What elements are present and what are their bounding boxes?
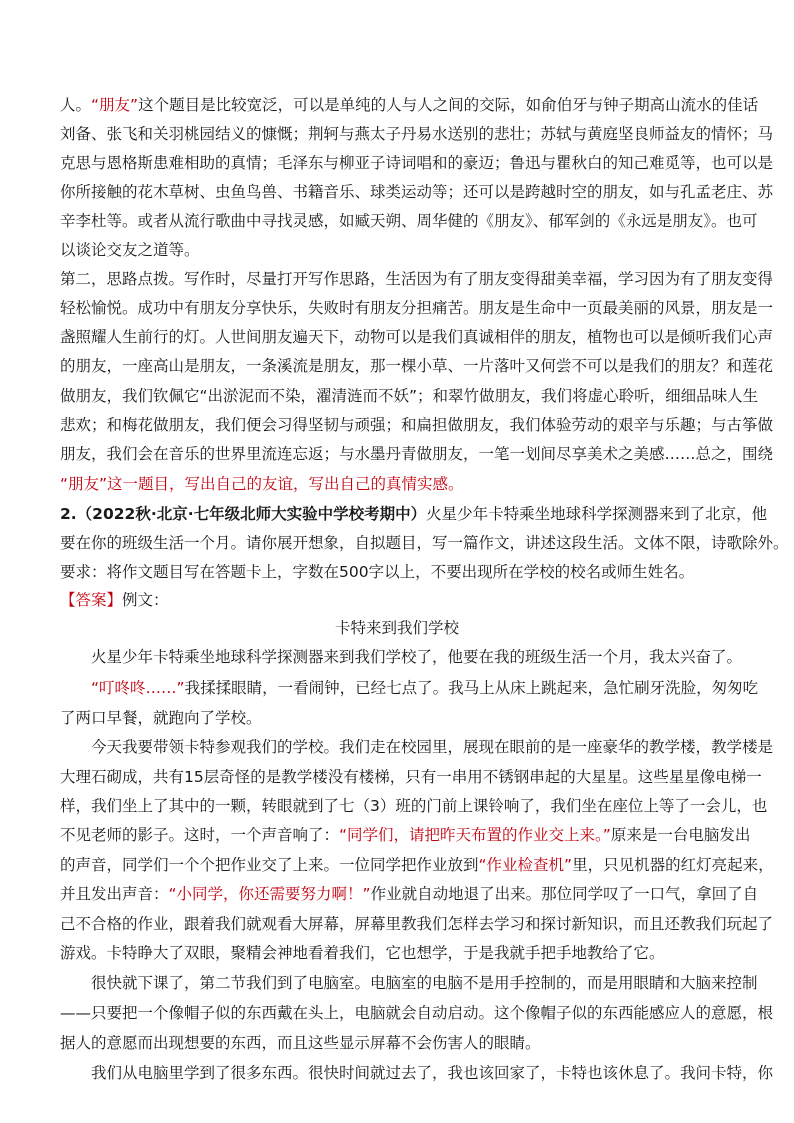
- text-segment: 我揉揉眼睛，一看闹钟，已经七点了。我马上从床上跳起来，急忙刷牙洗脸，匆匆吃: [184, 679, 759, 697]
- text-segment: 以谈论交友之道等。: [60, 241, 200, 259]
- text-segment: ——只要把一个像帽子似的东西戴在头上，电脑就会自动启动。这个像帽子似的东西能感应人的意愿，根: [60, 1004, 774, 1022]
- text-line: [60, 909, 774, 939]
- text-line: [60, 264, 774, 294]
- text-line: [60, 177, 774, 207]
- highlighted-text: “小同学，你还需要努力啊！”: [168, 885, 371, 903]
- text-line: [60, 820, 751, 850]
- text-line: [60, 850, 774, 880]
- text-line: [60, 1028, 734, 1058]
- highlighted-text: “朋友”: [91, 96, 139, 114]
- text-segment: 游戏。卡特睁大了双眼，聚精会神地看着我们，它也想学，于是我就手把手地教给了它。: [60, 944, 665, 962]
- text-segment: 今天我要带领卡特参观我们的学校。我们走在校园里，展现在眼前的是一座豪华的教学楼，教学楼是: [91, 738, 774, 756]
- text-line: [60, 119, 774, 149]
- text-line: [60, 469, 734, 499]
- highlighted-text: “朋友”这一题目，写出自己的友谊，写出自己的真情实感。: [60, 475, 464, 493]
- text-line: [60, 998, 774, 1028]
- text-segment: 悲欢；和梅花做朋友，我们便会习得坚韧与顽强；和扁担做朋友，我们体验劳动的艰辛与乐趣；与古筝做: [60, 416, 774, 434]
- text-segment: 要求：将作文题目写在答题卡上，字数在500字以上，不要出现所在学校的校名或师生姓名。: [60, 563, 695, 581]
- text-line: [60, 206, 758, 236]
- text-line: [60, 557, 734, 587]
- text-line: [60, 585, 734, 615]
- text-segment: 据人的意愿而出现想要的东西，而且这些显示屏幕不会伤害人的眼睛。: [60, 1034, 541, 1052]
- text-segment: 火星少年卡特乘坐地球科学探测器来到我们学校了，他要在我的班级生活一个月，我太兴奋了。: [91, 648, 743, 666]
- text-segment: 卡特来到我们学校: [334, 619, 459, 637]
- text-segment: 了两口早餐，就跑向了学校。: [60, 709, 262, 727]
- text-line: [60, 293, 774, 323]
- essay-title: [60, 613, 734, 643]
- text-segment: 里，只见机器的红灯亮起来，: [572, 856, 774, 874]
- text-segment: 第二，思路点拨。写作时，尽量打开写作思路，生活因为有了朋友变得甜美幸福，学习因为有了朋友变得: [60, 270, 774, 288]
- text-segment: 你所接触的花木草树、虫鱼鸟兽、书籍音乐、球类运动等；还可以是跨越时空的朋友，如与孔孟老庄、苏: [60, 183, 774, 201]
- text-segment: 做朋友，我们钦佩它“出淤泥而不染，濯清涟而不妖”；和翠竹做朋友，我们将虚心聆听，细细品味人生: [60, 387, 759, 405]
- text-line: [60, 235, 734, 265]
- text-segment: 盏照耀人生前行的灯。人世间朋友遍天下，动物可以是我们真诚相伴的朋友，植物也可以是倾听我们心声: [60, 328, 774, 346]
- text-segment: 要在你的班级生活一个月。请你展开想象，自拟题目，写一篇作文，讲述这段生活。文体不限，诗歌除外。: [60, 534, 789, 552]
- text-segment: 刘备、张飞和关羽桃园结义的慷慨；荆轲与燕太子丹易水送别的悲壮；苏轼与黄庭坚良师益友的情怀；马: [60, 125, 774, 143]
- text-line: [91, 642, 743, 672]
- text-line: [60, 439, 774, 469]
- text-line: [60, 938, 734, 968]
- text-line: [60, 381, 759, 411]
- text-line: [60, 90, 759, 120]
- highlighted-text: “同学们，请把昨天布置的作业交上来。”: [339, 826, 611, 844]
- text-line: [60, 499, 768, 529]
- text-line: [60, 879, 759, 909]
- question-source: 2.（2022秋·北京·七年级北师大实验中学校考期中）: [60, 505, 427, 523]
- highlighted-text: “叮咚咚……”: [91, 679, 185, 697]
- text-segment: 我们从电脑里学到了很多东西。很快时间就过去了，我也该回家了，卡特也该休息了。我问卡特，你: [91, 1064, 774, 1082]
- text-segment: 火星少年卡特乘坐地球科学探测器来到了北京，他: [426, 505, 768, 523]
- text-segment: 很快就下课了，第二节我们到了电脑室。电脑室的电脑不是用手控制的，而是用眼睛和大脑来控制: [91, 974, 758, 992]
- text-line: [60, 322, 774, 352]
- text-segment: 样，我们坐上了其中的一颗，转眼就到了七（3）班的门前上课铃响了，我们坐在座位上等了一会儿，也: [60, 797, 768, 815]
- text-segment: 的声音，同学们一个个把作业交了上来。一位同学把作业放到: [60, 856, 479, 874]
- text-segment: 辛李杜等。或者从流行歌曲中寻找灵感，如臧天朔、周华健的《朋友》、郁军剑的《永远是朋友》。也可: [60, 212, 758, 230]
- text-segment: 例文：: [122, 591, 169, 609]
- text-line: [91, 673, 759, 703]
- highlighted-text: “作业检查机”: [478, 856, 573, 874]
- text-segment: 这个题目是比较宽泛，可以是单纯的人与人之间的交际，如俞伯牙与钟子期高山流水的佳话: [138, 96, 759, 114]
- text-line: [91, 968, 758, 998]
- text-line: [60, 148, 774, 178]
- text-line: [91, 1058, 774, 1088]
- text-segment: 的朋友，一座高山是朋友，一条溪流是朋友，那一棵小草、一片落叶又何尝不可以是我们的朋友？和莲花: [60, 357, 774, 375]
- text-line: [91, 732, 774, 762]
- text-segment: 原来是一台电脑发出: [610, 826, 751, 844]
- text-segment: 作业就自动地退了出来。那位同学叹了一口气，拿回了自: [370, 885, 759, 903]
- text-segment: 朋友，我们会在音乐的世界里流连忘返；与水墨丹青做朋友，一笔一划间尽享美术之美感……总之，围绕: [60, 445, 774, 463]
- text-segment: 不见老师的影子。这时，一个声音响了：: [60, 826, 340, 844]
- text-segment: 克思与恩格斯患难相助的真情；毛泽东与柳亚子诗词唱和的豪迈；鲁迅与瞿秋白的知己难觅等，也可以是: [60, 154, 774, 172]
- highlighted-text: 【答案】: [60, 591, 123, 609]
- text-segment: 人。: [60, 96, 92, 114]
- text-line: [60, 410, 774, 440]
- text-line: [60, 791, 768, 821]
- text-segment: 轻松愉悦。成功中有朋友分享快乐，失败时有朋友分担痛苦。朋友是生命中一页最美丽的风景，朋友是一: [60, 299, 774, 317]
- text-segment: 大理石砌成，共有15层奇怪的是教学楼没有楼梯，只有一串用不锈钢串起的大星星。这些星星像电梯一: [60, 768, 762, 786]
- text-line: [60, 351, 774, 381]
- text-line: [60, 528, 789, 558]
- text-line: [60, 703, 734, 733]
- text-segment: 己不合格的作业，跟着我们就观看大屏幕，屏幕里教我们怎样去学习和探讨新知识，而且还教我们玩起了: [60, 915, 774, 933]
- text-segment: 并且发出声音：: [60, 885, 169, 903]
- text-line: [60, 762, 762, 792]
